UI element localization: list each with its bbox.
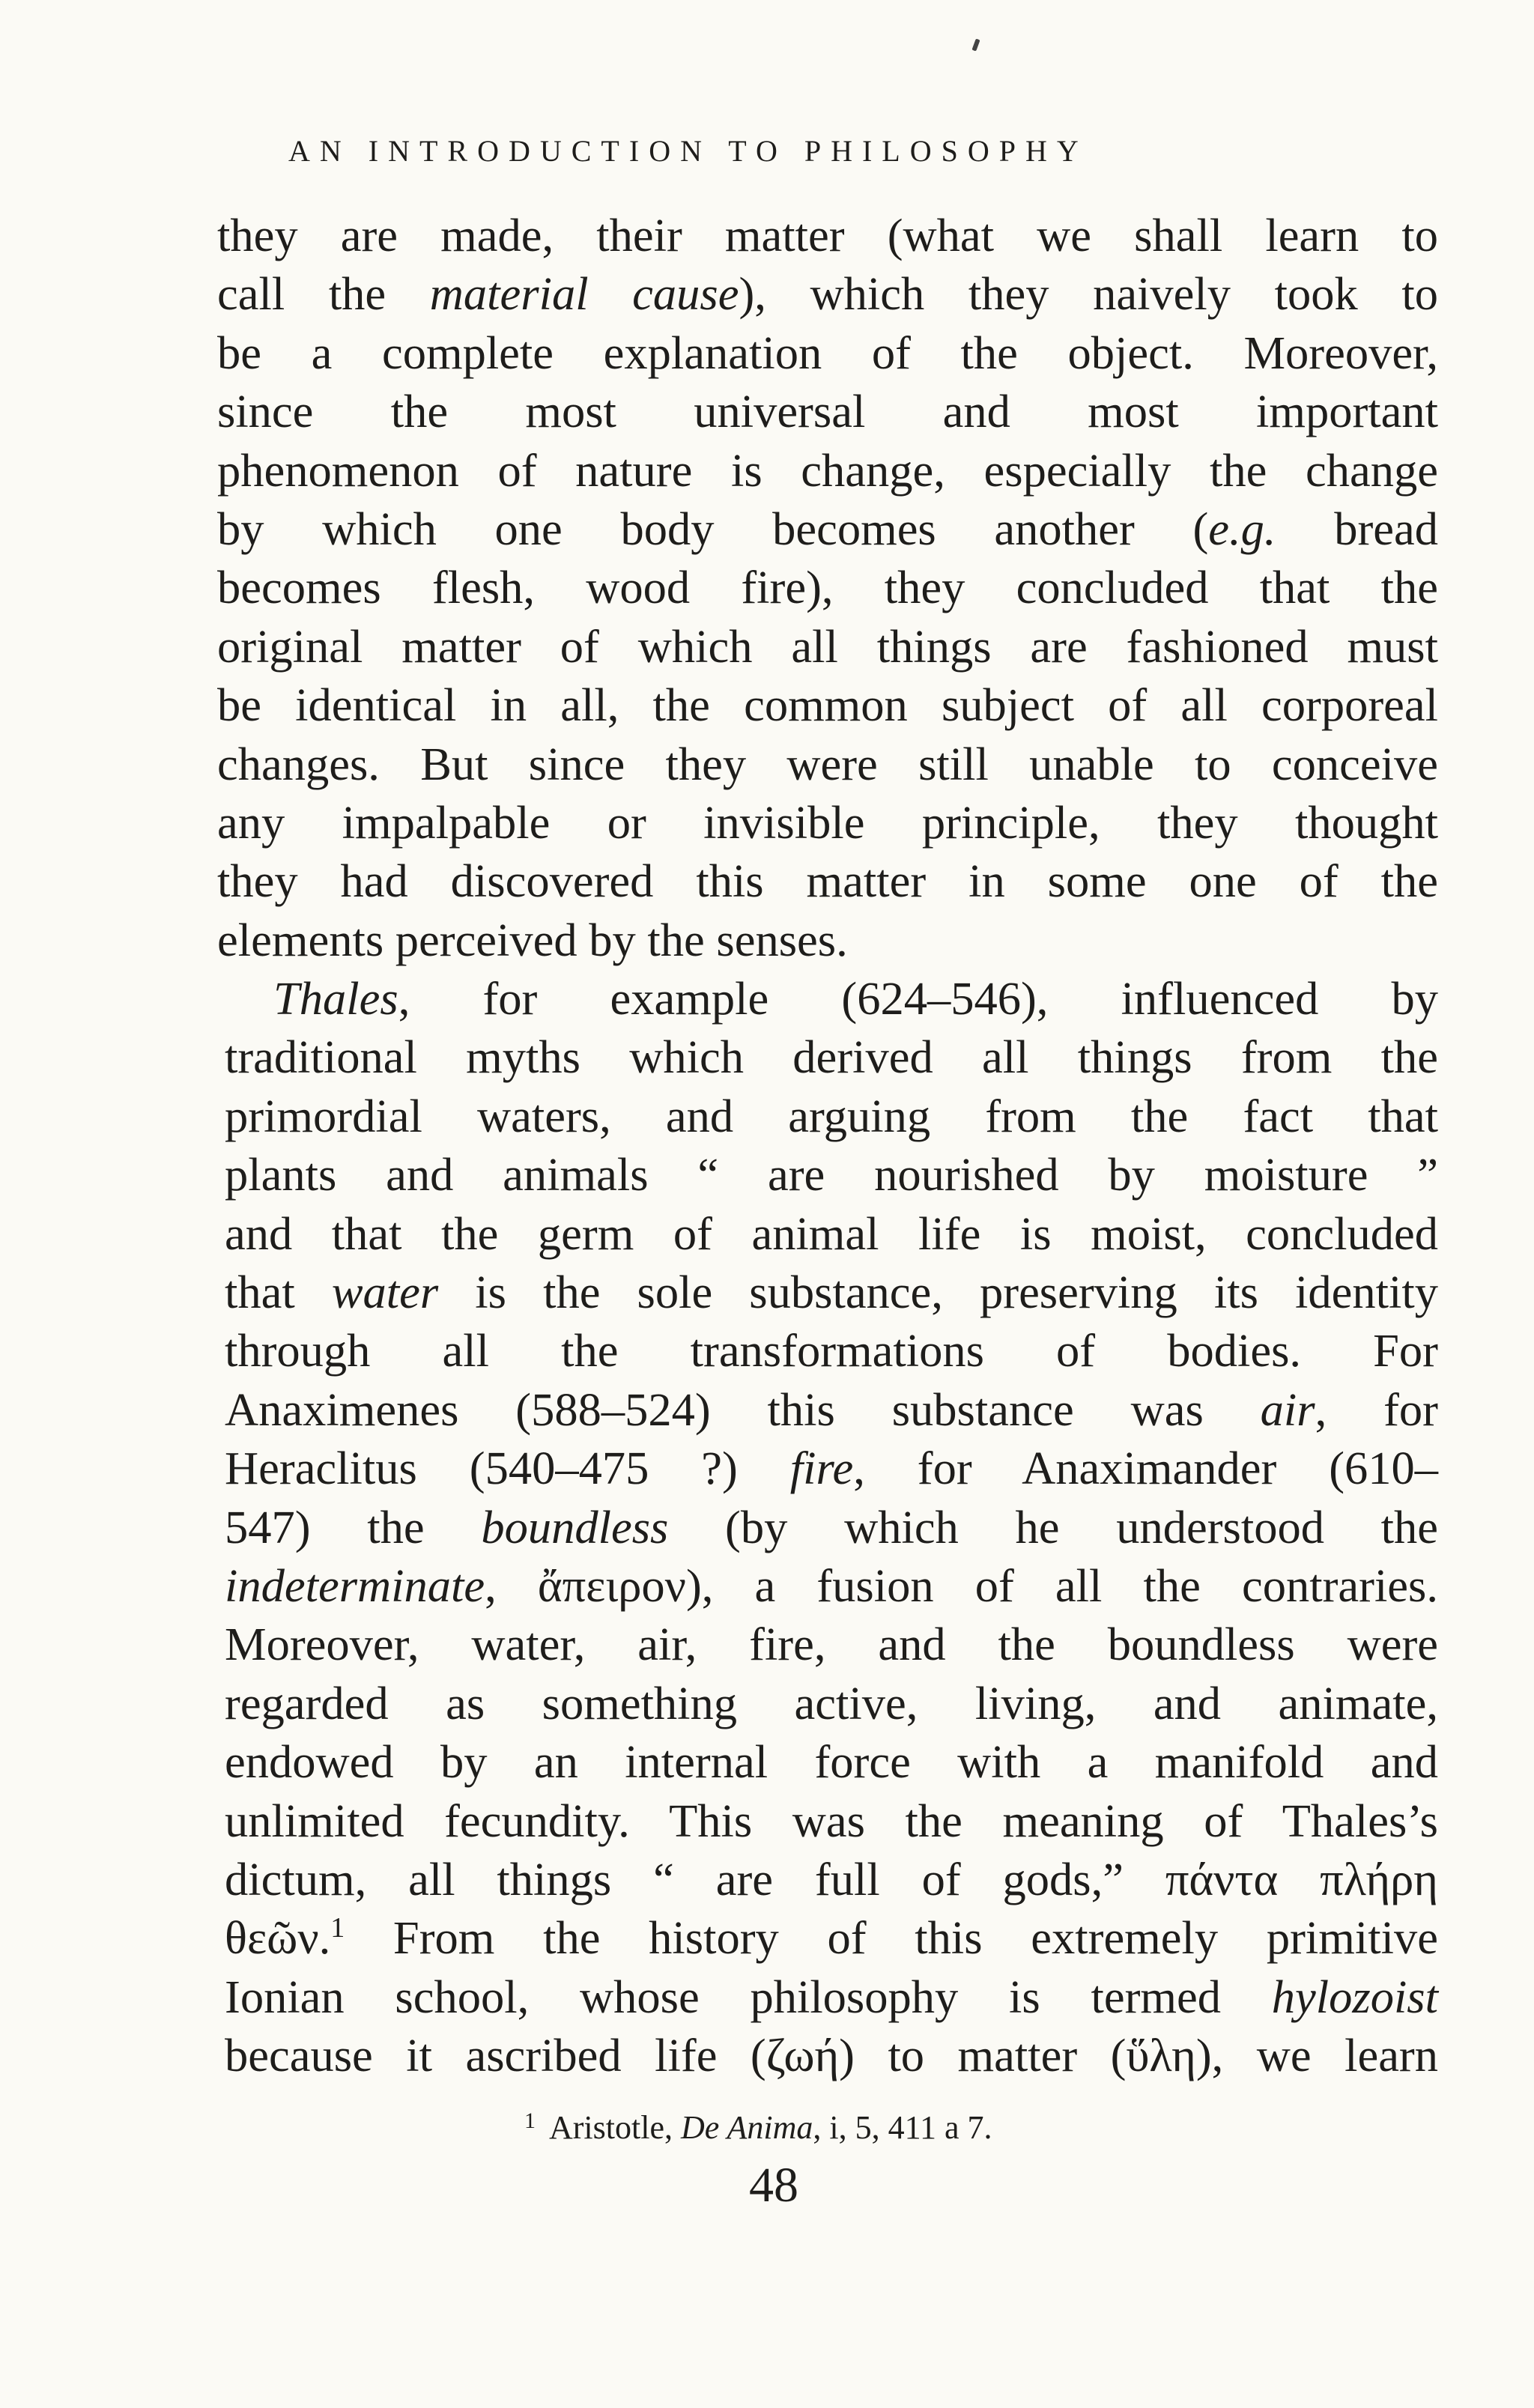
footnote-reference: 1	[330, 1912, 345, 1944]
text-line	[217, 1732, 1438, 1791]
text-line	[217, 1028, 1438, 1086]
text-segment: is the sole substance, preserving its identity	[438, 1266, 1438, 1319]
text-segment: they are made, their matter (what we shall learn to	[217, 209, 1438, 261]
text-segment: Anaximenes (588–524) this substance was	[225, 1383, 1261, 1436]
text-segment: bread	[1276, 502, 1438, 555]
text-line	[217, 617, 1438, 676]
italic-text: air	[1260, 1383, 1315, 1436]
ink-speck	[971, 38, 980, 51]
text-line	[217, 793, 1438, 852]
text-line	[217, 1850, 1438, 1908]
text-segment: , for	[1315, 1383, 1438, 1436]
text-line	[217, 441, 1438, 500]
text-segment: , for example (624–546), influenced by	[398, 972, 1438, 1025]
text-segment: endowed by an internal force with a manifold and	[225, 1735, 1438, 1789]
text-segment: Ionian school, whose philosophy is termed	[225, 1970, 1272, 2023]
text-line	[217, 1498, 1438, 1556]
body-text	[217, 206, 1438, 2085]
text-segment: , ἄπειρον), a fusion of all the contraries.	[485, 1559, 1438, 1612]
footnote-citation: , i, 5, 411 a 7.	[813, 2109, 992, 2146]
italic-text: hylozoist	[1271, 1970, 1438, 2023]
italic-text: boundless	[481, 1500, 669, 1553]
text-segment: any impalpable or invisible principle, they thought	[217, 795, 1438, 849]
text-segment: they had discovered this matter in some one of the	[217, 855, 1438, 908]
footnote-title: De Anima	[680, 2109, 813, 2146]
page-number: 48	[749, 2158, 798, 2213]
italic-text: Thales	[273, 972, 398, 1025]
text-segment: be a complete explanation of the object. Moreover,	[217, 326, 1438, 379]
text-segment: Moreover, water, air, fire, and the boundless were	[225, 1618, 1438, 1671]
text-segment: that	[225, 1266, 332, 1319]
text-segment: becomes flesh, wood fire), they concluded that the	[217, 561, 1438, 614]
text-line	[217, 1908, 1438, 1967]
text-segment: by which one body becomes another (	[217, 502, 1209, 555]
text-line	[217, 324, 1438, 382]
text-segment: original matter of which all things are fashioned must	[217, 619, 1438, 673]
text-line	[217, 1556, 1438, 1615]
text-line	[217, 1204, 1438, 1263]
text-line	[217, 1439, 1438, 1497]
running-head: AN INTRODUCTION TO PHILOSOPHY	[288, 134, 1088, 168]
text-line	[217, 1968, 1438, 2026]
text-line	[217, 1792, 1438, 1850]
text-line	[217, 1145, 1438, 1204]
footnote-author: Aristotle,	[549, 2109, 681, 2146]
text-line	[217, 1087, 1438, 1145]
text-segment: (by which he understood the	[668, 1500, 1439, 1553]
text-segment: through all the transformations of bodies. For	[225, 1324, 1438, 1377]
text-segment: primordial waters, and arguing from the fact that	[225, 1089, 1438, 1142]
italic-text: fire	[789, 1442, 854, 1495]
text-segment: plants and animals “ are nourished by moisture ”	[225, 1148, 1438, 1201]
text-line	[217, 852, 1438, 910]
text-line	[217, 1380, 1438, 1439]
italic-text: indeterminate	[225, 1559, 485, 1612]
text-line	[217, 206, 1438, 264]
text-line	[217, 735, 1438, 793]
text-segment: regarded as something active, living, and animate,	[225, 1676, 1438, 1729]
text-segment: Heraclitus (540–475 ?)	[225, 1442, 790, 1495]
text-segment: since the most universal and most important	[217, 385, 1438, 438]
text-segment: be identical in all, the common subject of all corporeal	[217, 679, 1438, 732]
text-line	[217, 969, 1438, 1028]
text-segment: and that the germ of animal life is moist, concluded	[225, 1207, 1438, 1260]
italic-text: e.g.	[1208, 502, 1276, 555]
text-segment: call the	[217, 267, 430, 321]
italic-text: water	[331, 1266, 439, 1319]
text-segment: dictum, all things “ are full of gods,” πάντα πλήρη	[225, 1852, 1438, 1905]
text-segment: , for Anaximander (610–	[853, 1442, 1439, 1495]
text-line	[217, 2026, 1438, 2084]
text-segment: because it ascribed life (ζωή) to matter (ὕλη), we learn	[225, 2029, 1438, 2082]
text-line	[217, 264, 1438, 323]
italic-text: material cause	[429, 267, 739, 321]
text-segment: changes. But since they were still unable to conceive	[217, 737, 1438, 790]
text-segment: phenomenon of nature is change, especially the change	[217, 443, 1438, 497]
text-segment: unlimited fecundity. This was the meaning of Thales’s	[225, 1794, 1438, 1847]
text-line	[217, 1263, 1438, 1321]
text-line	[217, 500, 1438, 558]
footnote-marker: 1	[524, 2108, 536, 2133]
text-line	[217, 1321, 1438, 1380]
text-line	[217, 1615, 1438, 1673]
text-line	[217, 382, 1438, 440]
text-segment: traditional myths which derived all things from the	[225, 1031, 1438, 1084]
text-line	[217, 676, 1438, 734]
text-segment: 547) the	[225, 1500, 482, 1553]
text-line	[217, 558, 1438, 616]
text-line	[217, 911, 1438, 969]
text-segment: From the history of this extremely primitive	[345, 1911, 1438, 1965]
text-segment: θεῶν.	[225, 1911, 331, 1965]
text-line	[217, 1674, 1438, 1732]
footnote	[524, 2108, 1198, 2147]
text-segment: ), which they naively took to	[739, 267, 1438, 321]
text-segment: elements perceived by the senses.	[217, 913, 848, 966]
